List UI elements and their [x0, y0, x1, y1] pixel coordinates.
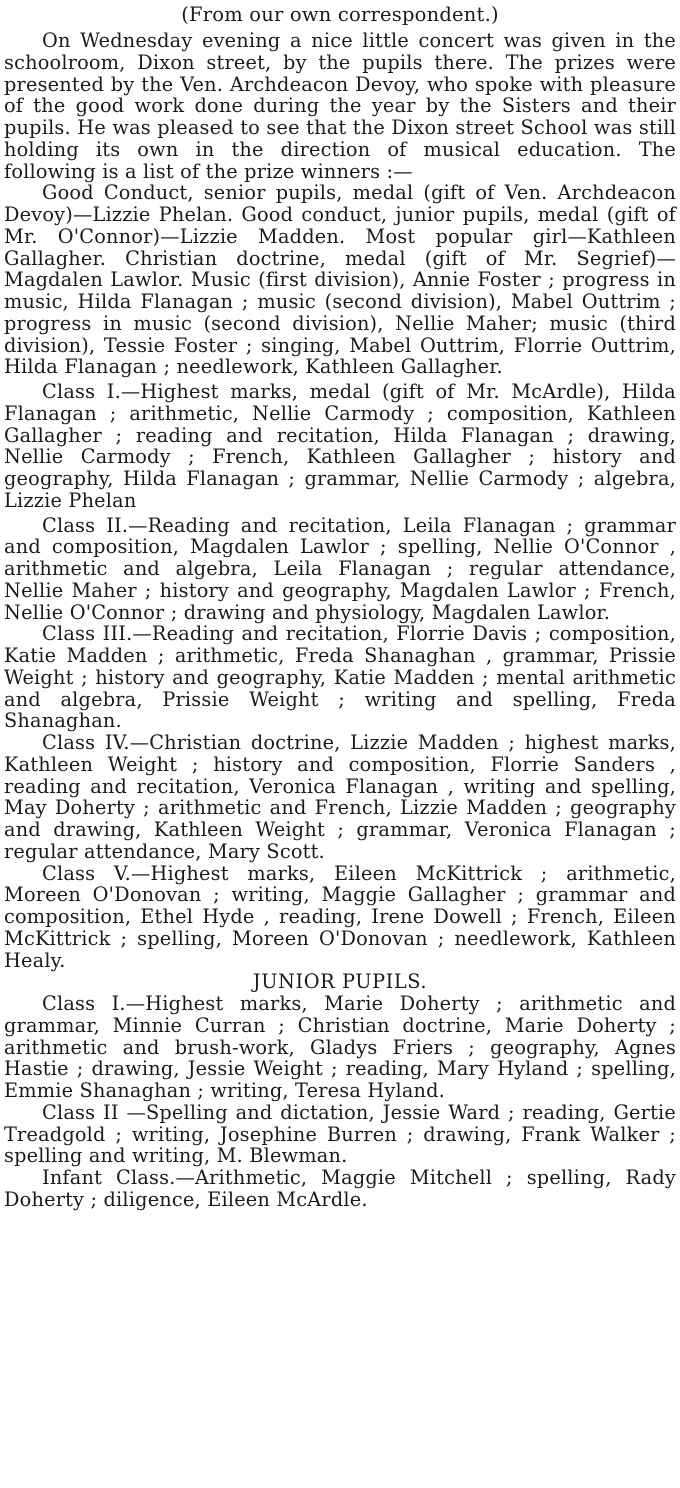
paragraph-class-5: Class V.—Highest marks, Eileen McKittrick ; arithmetic, Moreen O'Donovan ; writing, Maggie Gallagher ; grammar and composition, Ethel Hyde , reading, Irene Dowell ; French, Eileen McKittrick ; spelling, Moreen O'Donovan ; needlework, Kathleen Healy.	[4, 861, 676, 972]
paragraph-junior-class-1: Class I.—Highest marks, Marie Doherty ; arithmetic and grammar, Minnie Curran ; Christian doctrine, Marie Doherty ; arithmetic and brush-work, Gladys Friers ; geography, Agnes Hastie ; drawing, Jessie Weight ; reading, Mary Hyland ; spelling, Emmie Shanaghan ; writing, Teresa Hyland.	[4, 992, 676, 1102]
paragraph-class-1: Class I.—Highest marks, medal (gift of Mr. McArdle), Hilda Flanagan ; arithmetic, Nellie Carmody ; composition, Kathleen Gallagher ; reading and recitation, Hilda Flanagan ; drawing, Nellie Carmody ; French, Kathleen Gallagher ; history and geography, Hilda Flanagan ; grammar, Nellie Carmody ; algebra, Lizzie Phelan	[4, 380, 676, 512]
paragraph-class-2: Class II.—Reading and recitation, Leila Flanagan ; grammar and composition, Magdalen Lawlor ; spelling, Nellie O'Connor , arithmetic and algebra, Leila Flanagan ; regular attendance, Nellie Maher ; history and geography, Magdalen Lawlor ; French, Nellie O'Connor ; drawing and physiology, Magdalen Lawlor.	[4, 513, 676, 624]
paragraph-class-3: Class III.—Reading and recitation, Florrie Davis ; composition, Katie Madden ; arithmetic, Freda Shanaghan , grammar, Prissie Weight ; history and geography, Katie Madden ; mental arithmetic and algebra, Prissie Weight ; writing and spelling, Freda Shanaghan.	[4, 622, 676, 733]
paragraph-class-4: Class IV.—Christian doctrine, Lizzie Madden ; highest marks, Kathleen Weight ; history and composition, Florrie Sanders , reading and recitation, Veronica Flanagan , writing and spelling, May Doherty ; arithmetic and French, Lizzie Madden ; geography and drawing, Kathleen Weight ; grammar, Veronica Flanagan ; regular attendance, Mary Scott.	[4, 731, 676, 863]
paragraph-general-prizes: Good Conduct, senior pupils, medal (gift of Ven. Archdeacon Devoy)—Lizzie Phelan. Good conduct, junior pupils, medal (gift of Mr. O'Connor)—Lizzie Madden. Most popular girl—Kathleen Gallagher. Christian doctrine, medal (gift of Mr. Segrief)—Magdalen Lawlor. Music (first division), Annie Foster ; progress in music, Hilda Flanagan ; music (second division), Mabel Outtrim ; progress in music (second division), Nellie Maher; music (third division), Tessie Foster ; singing, Mabel Outtrim, Florrie Outtrim, Hilda Flanagan ; needlework, Kathleen Gallagher.	[4, 181, 676, 379]
paragraph-infant-class: Infant Class.—Arithmetic, Maggie Mitchell ; spelling, Rady Doherty ; diligence, Eileen McArdle.	[4, 1166, 676, 1211]
paragraph-intro: On Wednesday evening a nice little concert was given in the schoolroom, Dixon street, by the pupils there. The prizes were presented by the Ven. Archdeacon Devoy, who spoke with pleasure of the good work done during the year by the Sisters and their pupils. He was pleased to see that the Dixon street School was still holding its own in the direction of musical education. The following is a list of the prize winners :—	[4, 29, 676, 183]
newspaper-article	[4, 3, 676, 1211]
article-heading: (From our own correspondent.)	[181, 3, 499, 26]
junior-pupils-heading: JUNIOR PUPILS.	[252, 970, 428, 994]
paragraph-junior-class-2: Class II —Spelling and dictation, Jessie Ward ; reading, Gertie Treadgold ; writing, Josephine Burren ; drawing, Frank Walker ; spelling and writing, M. Blewman.	[4, 1100, 676, 1168]
